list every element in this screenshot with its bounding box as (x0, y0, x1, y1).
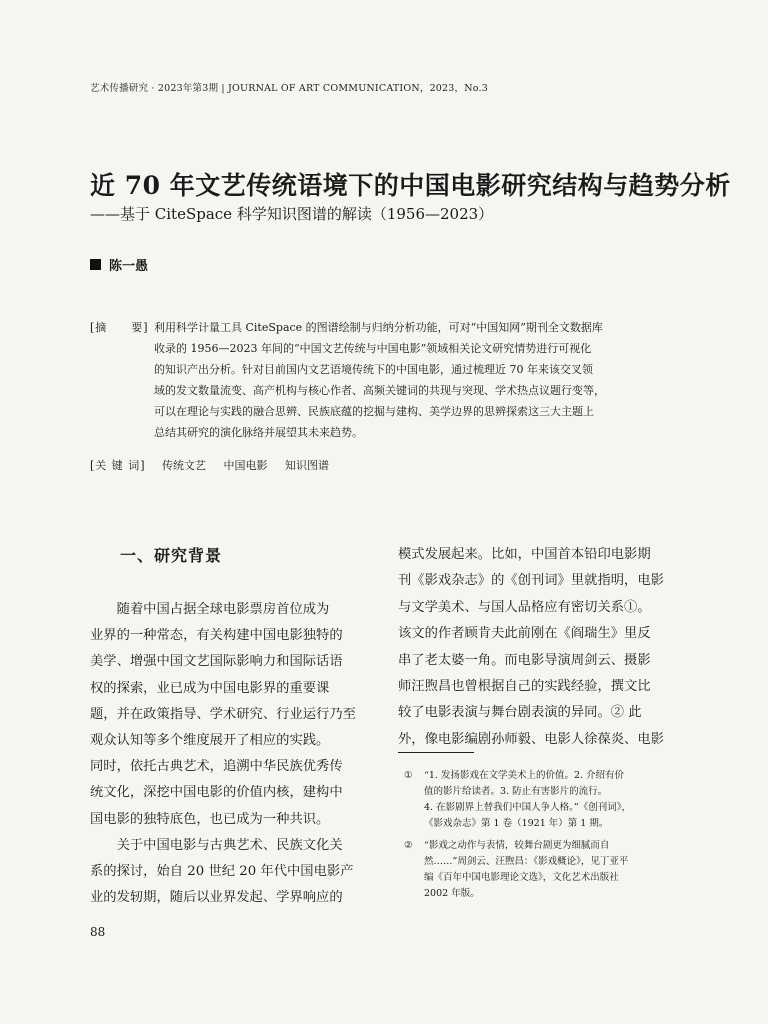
abstract-line: 可以在理论与实践的融合思辨、民族底蕴的挖掘与建构、美学边界的思辨探索这三大主题上 (154, 405, 594, 418)
author-name: 陈一愚 (109, 259, 149, 274)
body-line: 业的发轫期，随后以业界发起、学界响应的 (90, 890, 343, 906)
body-line: 美学、增强中国文艺国际影响力和国际话语 (90, 654, 343, 670)
footnote-line: “1. 发扬影戏在文学美术上的价值。2. 介绍有价 (424, 770, 625, 781)
body-line: 较了电影表演与舞台剧表演的异同。② 此 (398, 705, 642, 721)
body-line: 随着中国占据全球电影票房首位成为 (90, 602, 330, 617)
footnote (398, 768, 680, 832)
body-line: 刊《影戏杂志》的《创刊词》里就指明，电影 (398, 573, 664, 589)
abstract (90, 317, 690, 443)
keyword: 传统文艺 (162, 459, 206, 472)
keywords (90, 457, 690, 475)
footnote-mark: ① (404, 770, 413, 781)
footnote-line: “影戏之动作与表情，较舞台剧更为细腻而自 (424, 840, 610, 851)
body-line: 权的探索，业已成为中国电影界的重要课 (90, 680, 330, 696)
body-line: 同时，依托古典艺术，追溯中华民族优秀传 (90, 759, 343, 775)
abstract-line: 域的发文数量流变、高产机构与核心作者、高频关键词的共现与突现、学术热点议题行变等， (154, 384, 605, 397)
body-line: 模式发展起来。比如，中国首本铅印电影期 (398, 547, 651, 562)
author-line (90, 255, 148, 274)
body-column-left (90, 597, 372, 911)
footnote (398, 838, 680, 902)
abstract-line: 总结其研究的演化脉络并展望其未来趋势。 (154, 426, 363, 439)
keyword: 知识图谱 (285, 459, 329, 472)
body-line: 观众认知等多个维度展开了相应的实践。 (90, 733, 330, 749)
body-line: 题，并在政策指导、学术研究、行业运行乃至 (90, 706, 356, 722)
article-subtitle: ——基于 CiteSpace 科学知识图谱的解读（1956—2023） (90, 205, 494, 223)
footnote-mark: ② (404, 840, 413, 851)
footnotes (398, 768, 680, 908)
section-heading: 一、研究背景 (120, 546, 223, 565)
footnote-line: 2002 年版。 (424, 888, 480, 899)
body-line: 外，像电影编剧孙师毅、电影人徐葆炎、电影 (398, 731, 664, 747)
square-bullet-icon (90, 259, 101, 270)
body-line: 统文化，深挖中国电影的价值内核，建构中 (90, 785, 343, 801)
abstract-line: 的知识产出分析。针对目前国内文艺语境传统下的中国电影，通过梳理近 70 年来该交叉领 (154, 363, 593, 376)
abstract-body (154, 317, 686, 443)
body-line: 关于中国电影与古典艺术、民族文化关 (90, 837, 343, 853)
body-line: 串了老太婆一角。而电影导演周剑云、摄影 (398, 652, 651, 668)
keyword: 中国电影 (223, 459, 268, 472)
abstract-line: 收录的 1956—2023 年间的“中国文艺传统与中国电影”领域相关论文研究情势进行可视化 (154, 342, 592, 355)
article-title: 近 70 年文艺传统语境下的中国电影研究结构与趋势分析 (90, 171, 731, 200)
body-line: 与文学美术、与国人品格应有密切关系①。 (398, 599, 651, 615)
page-number: 88 (90, 925, 106, 939)
body-column-right (398, 542, 680, 753)
journal-header: 艺术传播研究 · 2023年第3期 | JOURNAL OF ART COMMUNICATION，2023，No.3 (90, 83, 488, 94)
footnote-line: 值的影片给读者。3. 防止有害影片的流行。 (424, 786, 608, 797)
body-line: 该文的作者顾肯夫此前刚在《阎瑞生》里反 (398, 626, 651, 642)
footnote-line: 然……”周剑云、汪煦昌：《影戏概论》，见丁亚平 (424, 856, 629, 867)
keywords-list (162, 457, 343, 475)
body-line: 师汪煦昌也曾根据自己的实践经验，撰文比 (398, 679, 651, 695)
abstract-label: [摘 要] (90, 321, 149, 334)
footnote-divider (398, 752, 474, 753)
footnote-line: 编《百年中国电影理论文选》，文化艺术出版社 (424, 872, 619, 883)
body-line: 国电影的独特底色，也已成为一种共识。 (90, 811, 330, 827)
abstract-line: 利用科学计量工具 CiteSpace 的图谱绘制与归纳分析功能，可对“中国知网”期刊全文数据库 (154, 321, 603, 334)
footnote-line: 4. 在影剧界上替我们中国人争人格。”《创刊词》， (424, 802, 631, 813)
body-line: 业界的一种常态，有关构建中国电影独特的 (90, 628, 343, 644)
keywords-label: [关 键 词] (90, 459, 146, 472)
body-line: 系的探讨，始自 20 世纪 20 年代中国电影产 (90, 864, 354, 880)
footnote-line: 《影戏杂志》第 1 卷（1921 年）第 1 期。 (424, 818, 609, 829)
